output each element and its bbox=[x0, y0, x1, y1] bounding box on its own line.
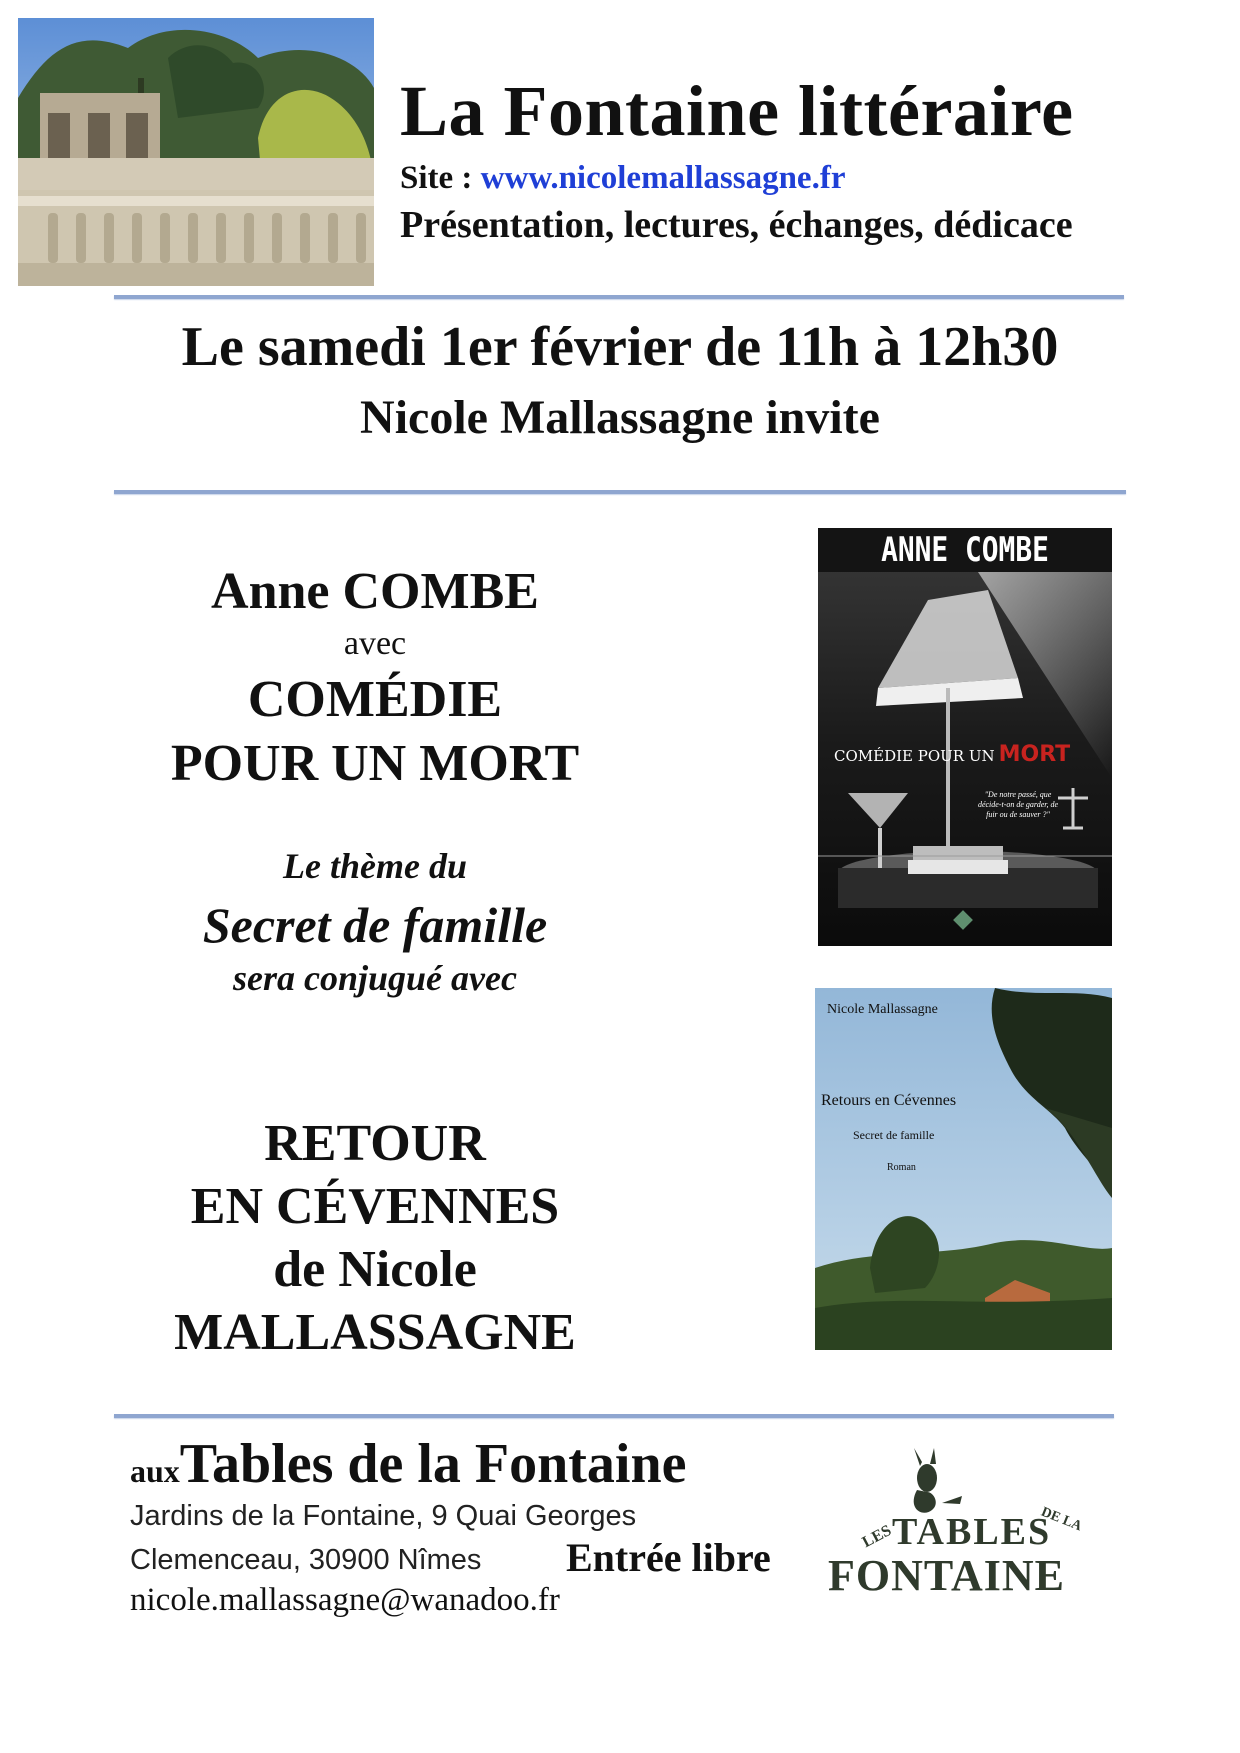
with-label: avec bbox=[343, 625, 407, 662]
site-link[interactable]: www.nicolemallassagne.fr bbox=[480, 160, 846, 196]
contact-email[interactable]: nicole.mallassagne@wanadoo.fr bbox=[130, 1582, 560, 1618]
theme-intro: Le thème du bbox=[283, 846, 467, 886]
book2-title bbox=[120, 1112, 630, 1364]
site-line bbox=[400, 160, 845, 197]
cover1-quote-line: fuir ou de sauver ?" bbox=[986, 810, 1050, 819]
logo-fontaine: FONTAINE bbox=[828, 1551, 1065, 1600]
cover2-title: Retours en Cévennes bbox=[821, 1092, 957, 1109]
site-label: Site : bbox=[400, 160, 481, 196]
book1-title bbox=[120, 668, 630, 796]
divider bbox=[114, 295, 1124, 299]
cover1-quote bbox=[958, 790, 1078, 820]
divider bbox=[114, 490, 1126, 494]
cover1-quote-line: décide-t-on de garder, de bbox=[977, 800, 1059, 809]
cover2-genre: Roman bbox=[887, 1162, 916, 1173]
theme-name: Secret de famille bbox=[202, 897, 548, 953]
entry-note: Entrée libre bbox=[566, 1535, 771, 1580]
venue-prefix: aux bbox=[130, 1453, 180, 1489]
guest-author: Anne COMBE bbox=[211, 563, 539, 620]
book2-title-line: EN CÉVENNES bbox=[190, 1178, 560, 1235]
event-datetime: Le samedi 1er février de 11h à 12h30 bbox=[181, 316, 1059, 378]
venue-address-line2: Clemenceau, 30900 Nîmes bbox=[130, 1544, 482, 1576]
cover2-author: Nicole Mallassagne bbox=[827, 1002, 938, 1017]
event-invite: Nicole Mallassagne invite bbox=[360, 391, 880, 444]
divider bbox=[114, 1414, 1114, 1418]
logo-les: LES bbox=[859, 1521, 895, 1552]
book-cover-retours bbox=[815, 988, 1112, 1350]
book1-title-line: POUR UN MORT bbox=[170, 735, 580, 792]
venue-address-line1: Jardins de la Fontaine, 9 Quai Georges bbox=[130, 1500, 637, 1532]
cover2-subtitle: Secret de famille bbox=[853, 1128, 935, 1142]
logo-de-la: DE LA bbox=[1038, 1504, 1084, 1535]
page-subtitle: Présentation, lectures, échanges, dédicace bbox=[400, 204, 1073, 246]
book2-title-line: de Nicole bbox=[273, 1241, 477, 1298]
cover1-title bbox=[834, 742, 1070, 767]
cover1-title-part2: MORT bbox=[998, 742, 1071, 767]
tables-fontaine-logo bbox=[822, 1448, 1092, 1618]
venue-name: Tables de la Fontaine bbox=[179, 1433, 687, 1495]
book2-title-line: RETOUR bbox=[264, 1115, 486, 1172]
book2-title-line: MALLASSAGNE bbox=[174, 1304, 576, 1361]
book-cover-comedie bbox=[818, 528, 1112, 946]
book1-title-line: COMÉDIE bbox=[247, 671, 503, 728]
logo-tables: TABLES bbox=[892, 1511, 1052, 1553]
venue-heading bbox=[130, 1432, 686, 1496]
page-title: La Fontaine littéraire bbox=[400, 71, 1074, 151]
cover1-author: ANNE COMBE bbox=[881, 530, 1049, 570]
theme-outro: sera conjugué avec bbox=[233, 958, 517, 998]
cover1-quote-line: "De notre passé, que bbox=[984, 790, 1052, 799]
garden-photo bbox=[18, 18, 374, 286]
cover1-title-part1: COMÉDIE POUR UN bbox=[834, 747, 995, 765]
